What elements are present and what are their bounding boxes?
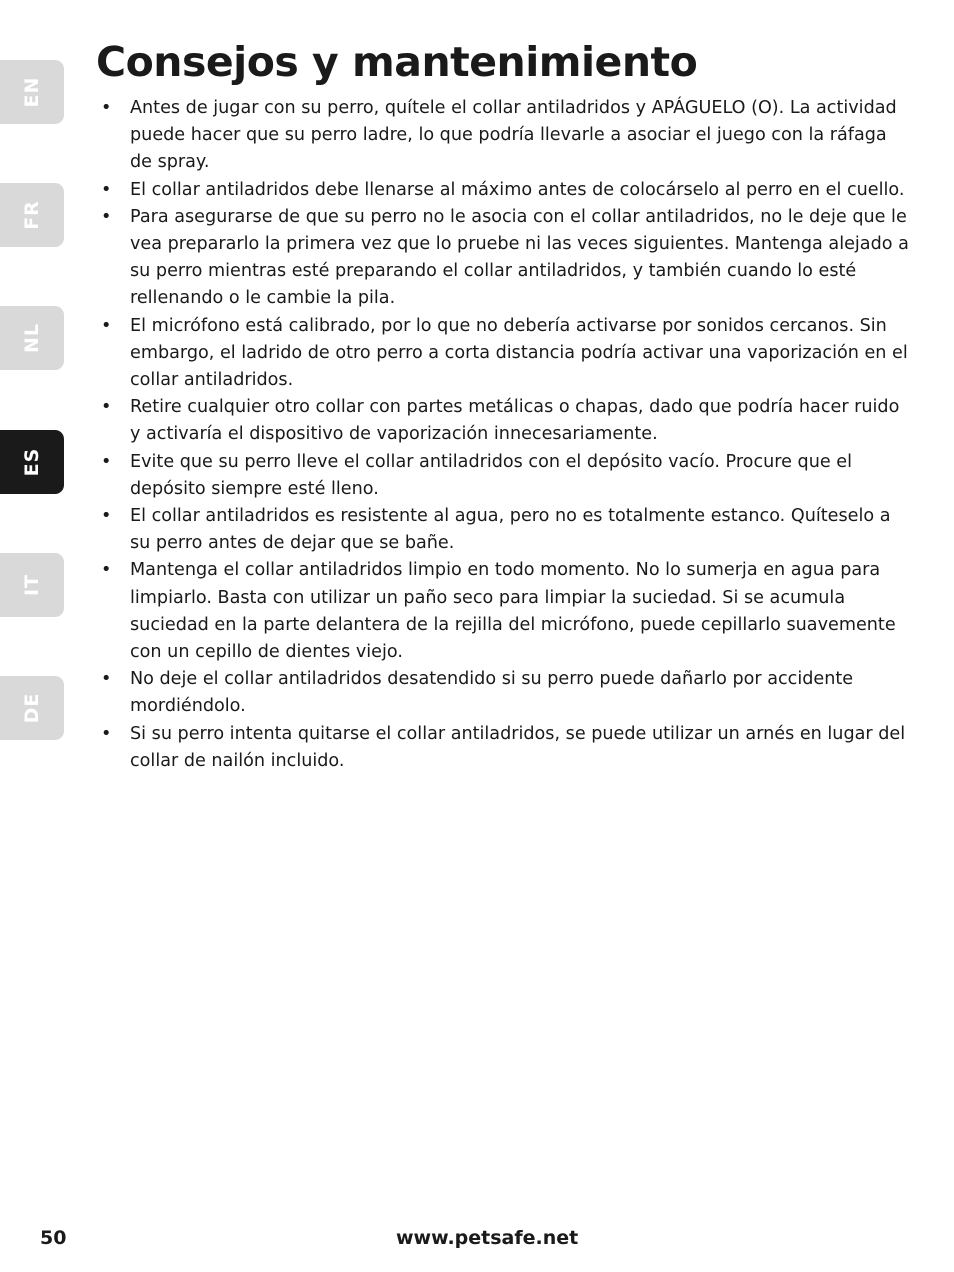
language-tab-label: IT	[21, 573, 43, 597]
list-item: • Mantenga el collar antiladridos limpio en todo momento. No lo sumerja en agua para limpiarlo. Basta con utilizar un paño seco para limpiar la suciedad. Si se acumula suciedad en la parte delantera de la rejilla del micrófono, puede cepillarlo suavemente con un cepillo de dientes viejo.	[98, 557, 910, 666]
language-tab-label: FR	[21, 200, 43, 230]
language-tab-en	[0, 60, 64, 124]
footer-url: www.petsafe.net	[396, 1227, 579, 1249]
list-item: • Evite que su perro lleve el collar antiladridos con el depósito vacío. Procure que el depósito siempre esté lleno.	[98, 449, 910, 503]
language-tab-es	[0, 430, 64, 494]
list-item: • Antes de jugar con su perro, quítele el collar antiladridos y APÁGUELO (O). La actividad puede hacer que su perro ladre, lo que podría llevarle a asociar el juego con la ráfaga de spray.	[98, 95, 910, 177]
language-tabs	[0, 0, 67, 1272]
page-number: 50	[40, 1227, 67, 1249]
list-item: • No deje el collar antiladridos desatendido si su perro puede dañarlo por accidente mordiéndolo.	[98, 666, 910, 720]
list-item: • Retire cualquier otro collar con partes metálicas o chapas, dado que podría hacer ruido y activaría el dispositivo de vaporización innecesariamente.	[98, 394, 910, 448]
page-title: Consejos y mantenimiento	[96, 38, 698, 86]
list-item: • El micrófono está calibrado, por lo que no debería activarse por sonidos cercanos. Sin embargo, el ladrido de otro perro a corta distancia podría activar una vaporización en el collar antiladridos.	[98, 313, 910, 395]
list-item: • El collar antiladridos es resistente al agua, pero no es totalmente estanco. Quíteselo a su perro antes de dejar que se bañe.	[98, 503, 910, 557]
list-item: • Para asegurarse de que su perro no le asocia con el collar antiladridos, no le deje que le vea prepararlo la primera vez que lo pruebe ni las veces siguientes. Mantenga alejado a su perro mientras esté preparando el collar antiladridos, y también cuando lo esté rellenando o le cambie la pila.	[98, 204, 910, 313]
tips-list	[98, 95, 910, 775]
list-item: • El collar antiladridos debe llenarse al máximo antes de colocárselo al perro en el cuello.	[98, 177, 910, 204]
language-tab-label: EN	[21, 76, 43, 108]
language-tab-label: DE	[21, 692, 43, 724]
language-tab-it	[0, 553, 64, 617]
language-tab-de	[0, 676, 64, 740]
language-tab-label: NL	[21, 322, 43, 354]
language-tab-fr	[0, 183, 64, 247]
list-item: • Si su perro intenta quitarse el collar antiladridos, se puede utilizar un arnés en lugar del collar de nailón incluido.	[98, 721, 910, 775]
language-tab-label: ES	[21, 447, 43, 477]
language-tab-nl	[0, 306, 64, 370]
